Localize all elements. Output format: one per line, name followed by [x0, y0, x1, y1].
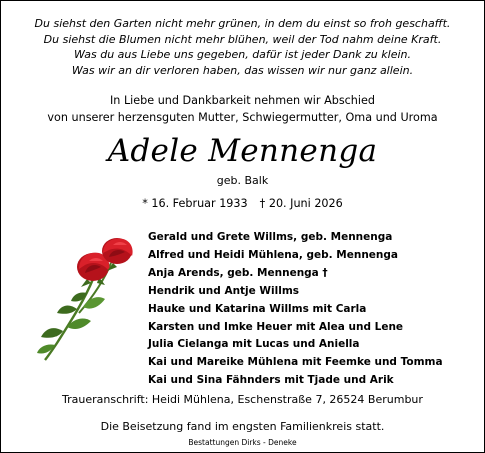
list-item: Hauke und Katarina Willms mit Carla — [148, 302, 367, 315]
intro-line: von unserer herzensguten Mutter, Schwiegermutter, Oma und Uroma — [47, 110, 438, 124]
list-item: Karsten und Imke Heuer mit Alea und Lene — [148, 320, 404, 333]
list-item: Alfred und Heidi Mühlena, geb. Mennenga — [148, 248, 399, 261]
maiden-name: geb. Balk — [216, 174, 269, 187]
undertaker-credit: Bestattungen Dirks - Deneke — [188, 438, 297, 447]
poem-line: Was du aus Liebe uns gegeben, dafür ist jeder Dank zu klein. — [73, 48, 411, 62]
poem-line: Was wir an dir verloren haben, das wissen wir nur ganz allein. — [71, 63, 414, 77]
list-item: Kai und Mareike Mühlena mit Feemke und Tomma — [148, 356, 443, 369]
burial-note: Die Beisetzung fand im engsten Familienkreis statt. — [100, 420, 385, 433]
mourners-list — [148, 229, 443, 390]
list-item: Julia Cielanga mit Lucas und Aniella — [148, 338, 360, 351]
list-item: Gerald und Grete Willms, geb. Mennenga — [148, 231, 393, 243]
mourning-address: Traueranschrift: Heidi Mühlena, Eschenstraße 7, 26524 Berumbur — [62, 393, 423, 406]
life-dates — [1, 196, 484, 212]
list-item: Hendrik und Antje Willms — [148, 284, 300, 297]
deceased-name: Adele Mennenga — [107, 133, 378, 169]
birth-date: * 16. Februar 1933 — [142, 197, 248, 210]
list-item: Kai und Sina Fähnders mit Tjade und Arik — [148, 374, 394, 387]
list-item: Anja Arends, geb. Mennenga † — [148, 266, 328, 279]
farewell-intro — [1, 93, 484, 126]
intro-line: In Liebe und Dankbarkeit nehmen wir Abschied — [110, 94, 375, 107]
death-date: † 20. Juni 2026 — [259, 197, 343, 210]
poem — [1, 16, 484, 78]
poem-line: Du siehst die Blumen nicht mehr blühen, weil der Tod nahm deine Kraft. — [43, 32, 442, 46]
poem-line: Du siehst den Garten nicht mehr grünen, in dem du einst so froh geschafft. — [34, 17, 451, 30]
rose-icon — [27, 233, 143, 363]
